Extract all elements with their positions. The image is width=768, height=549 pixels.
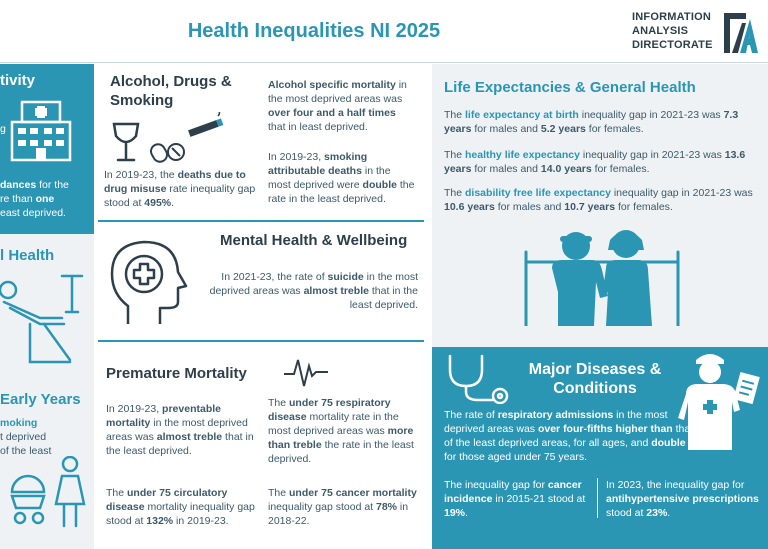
- head-cross-icon: [106, 236, 190, 328]
- premature-mortality-title: Premature Mortality: [106, 365, 247, 382]
- mental-health-title: Mental Health & Wellbeing: [220, 232, 408, 249]
- antihypertensive-text: In 2023, the inequality gap for antihypertensive prescriptions stood at 23%.: [606, 479, 759, 519]
- column-divider: [597, 478, 598, 518]
- brand-name: INFORMATION ANALYSIS DIRECTORATE: [632, 11, 713, 51]
- page-title: Health Inequalities NI 2025: [187, 20, 441, 42]
- early-years-title: Early Years: [0, 391, 81, 408]
- stethoscope-icon: [444, 352, 514, 404]
- activity-title: tivity: [0, 72, 36, 89]
- section-divider: [98, 220, 424, 222]
- disability-free-text: The disability free life expectancy inequality gap in 2021-23 was 10.6 years for males and 10.7 years for females.: [444, 187, 753, 213]
- header-divider: [0, 62, 768, 63]
- alcohol-title: Alcohol, Drugs & Smoking: [110, 73, 232, 109]
- life-expectancy-title: Life Expectancies & General Health: [444, 79, 696, 96]
- wine-glass-icon: [108, 120, 144, 164]
- alcohol-mortality-text: Alcohol specific mortality in the most deprived areas was over four and a half times that in least deprived.: [268, 79, 407, 133]
- preventable-mortality-text: In 2019-23, preventable mortality in the most deprived areas was almost treble that in the least deprived.: [106, 403, 254, 457]
- cancer-mortality-text: The under 75 cancer mortality inequality gap stood at 78% in 2018-22.: [268, 487, 417, 527]
- suicide-text: In 2021-23, the rate of suicide in the most deprived areas was almost treble that in the least deprived.: [209, 271, 418, 311]
- cigarette-icon: [186, 112, 226, 142]
- pills-icon: [150, 138, 186, 164]
- smoking-deaths-text: In 2019-23, smoking attributable deaths in the most deprived were double the rate in the least deprived.: [268, 151, 415, 205]
- respiratory-admissions-text: The rate of respiratory admissions in the most deprived areas was over four-fifths higher than that of the least deprived areas, for all ages, and double for those aged under 75 years.: [444, 409, 694, 463]
- major-diseases-title: Major Diseases & Conditions: [528, 361, 662, 397]
- drugs-deaths-text: In 2019-23, the deaths due to drug misuse rate inequality gap stood at 495%.: [104, 169, 256, 209]
- life-expectancy-birth-text: The life expectancy at birth inequality gap in 2021-23 was 7.3 years for males and 5.2 years for females.: [444, 109, 739, 135]
- circulatory-mortality-text: The under 75 circulatory disease mortality inequality gap stood at 132% in 2019-23.: [106, 487, 255, 527]
- mother-pram-icon: [10, 456, 90, 528]
- heartbeat-icon: [284, 354, 328, 390]
- dental-chair-icon: [0, 272, 90, 372]
- healthy-life-expectancy-text: The healthy life expectancy inequality gap in 2021-23 was 13.6 years for males and 14.0 years for females.: [444, 149, 746, 175]
- hospital-icon: [8, 100, 74, 162]
- cancer-incidence-text: The inequality gap for cancer incidence in 2015-21 stood at 19%.: [444, 479, 586, 519]
- respiratory-mortality-text: The under 75 respiratory disease mortality rate in the most deprived areas was more than treble the rate in the least deprived.: [268, 397, 414, 465]
- oral-health-title: l Health: [0, 247, 55, 264]
- elderly-couple-icon: [522, 222, 682, 326]
- logo-icon: [722, 11, 760, 55]
- section-divider: [98, 340, 424, 342]
